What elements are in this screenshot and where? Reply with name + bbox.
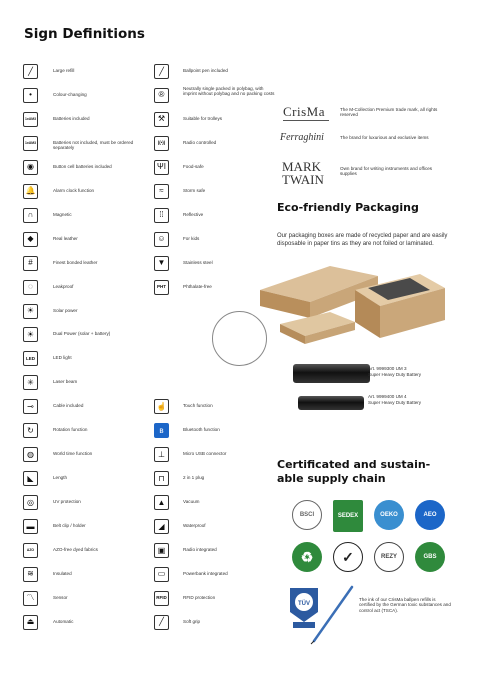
trolley-icon: ⚒ [154, 112, 169, 127]
sign-label: LED light [53, 355, 72, 361]
crisma-underline [283, 120, 329, 121]
sedex-icon: SEDEX [333, 500, 363, 532]
azo-free-icon: AZO [23, 543, 38, 558]
soft-grip-icon: ╱ [154, 615, 169, 630]
radio-control-icon: ((•)) [154, 136, 169, 151]
rezy-icon: REZY [374, 542, 404, 572]
plug-icon: ⊓ [154, 471, 169, 486]
sign-label: RFID protection [183, 594, 216, 600]
sign-label: Storm safe [183, 187, 206, 193]
check-icon: ✓ [333, 542, 363, 572]
sign-label: Laser beam [53, 379, 78, 385]
tuv-text: The ink of our CrisMa ballpen refills is certified by the German toxic substances and control act (TSCA). [359, 597, 451, 613]
sign-label: Real leather [53, 235, 78, 241]
tuv-label: TÜV [298, 601, 310, 607]
length-icon: ◣ [23, 471, 38, 486]
uv-icon: ◎ [23, 495, 38, 510]
globe-icon: ◍ [23, 447, 38, 462]
battery-1-line1: Art. 9999300 UM 3 [368, 366, 407, 371]
sign-label: Radio controlled [183, 139, 217, 145]
pen-illustration [310, 585, 355, 645]
radio-icon: ▣ [154, 543, 169, 558]
bsci-icon: BSCI [292, 500, 322, 530]
powerbank-icon: ▭ [154, 567, 169, 582]
colour-dots-icon: • [23, 88, 38, 103]
page-title: Sign Definitions [24, 26, 145, 42]
sign-label: AZO-free dyed fabrics [53, 547, 98, 552]
battery-2-line1: Art. 9999400 UM 4 [368, 394, 407, 399]
sign-label: Magnetic [53, 211, 72, 217]
brand-marktwain-line2: TWAIN [282, 172, 324, 187]
pen-refill-icon: ╱ [23, 64, 38, 79]
dual-power-icon: ☀ [23, 327, 38, 342]
alarm-bell-icon: 🔔 [23, 184, 38, 199]
sign-label: UV protection [53, 499, 81, 505]
sign-label: Touch function [183, 403, 213, 409]
sign-label: Finest bonded leather [53, 259, 98, 265]
led-icon: LED [23, 351, 38, 366]
touch-icon: ☝ [154, 399, 169, 414]
sign-label: Leakproof [53, 283, 74, 289]
bonded-leather-icon: # [23, 256, 38, 271]
sign-label: Length [53, 475, 68, 481]
vacuum-icon: ▲ [154, 495, 169, 510]
oeko-tex-icon: OEKO [374, 500, 404, 530]
sign-label: Solar power [53, 307, 78, 313]
cable-icon: ⊸ [23, 399, 38, 414]
sign-label: Neutrally single packed in polybag, with imprint without polybag and no packing costs [183, 85, 275, 97]
sign-label: Cable included [53, 403, 84, 409]
sign-label: Micro USB connector [183, 451, 227, 457]
sign-label: Food-safe [183, 163, 204, 169]
sign-label: Sensor [53, 594, 68, 600]
sign-label: Vacuum [183, 499, 200, 505]
usb-icon: ⊥ [154, 447, 169, 462]
battery-included-icon: 1xUM3 [23, 112, 38, 127]
button-cell-icon: ◉ [23, 160, 38, 175]
leakproof-icon: ◌ [23, 280, 38, 295]
sign-label: Automatic [53, 618, 74, 624]
sign-label: Bluetooth function [183, 427, 220, 433]
sign-label: For kids [183, 235, 200, 241]
sign-label: Batteries not included, must be ordered separately [53, 139, 134, 151]
battery-image-1 [293, 364, 370, 383]
brand-crisma-desc: The M-Collection Premium trade mark, all rights reserved [340, 107, 438, 118]
circle-outline [212, 311, 267, 366]
sign-label: Alarm clock function [53, 187, 95, 193]
sign-label: Phthalate-free [183, 283, 212, 289]
sign-label: Stainless steel [183, 259, 213, 265]
belt-clip-icon: ▬ [23, 519, 38, 534]
stainless-icon: ▼ [154, 256, 169, 271]
battery-excluded-icon: 1xUM3 [23, 136, 38, 151]
sign-label: 2 in 1 plug [183, 475, 205, 481]
registered-icon: ® [154, 88, 169, 103]
sign-label: Colour-changing [53, 91, 87, 97]
sign-label: Ballpoint pen included [183, 68, 228, 73]
bluetooth-icon: ʙ [154, 423, 169, 438]
sign-label: World time function [53, 451, 93, 457]
battery-1-line2: Super Heavy Duty Battery [368, 372, 422, 377]
brand-ferraghini: Ferraghini [280, 132, 324, 143]
cert-title-line2: able supply chain [277, 472, 386, 485]
sensor-icon: 〽 [23, 591, 38, 606]
brand-marktwain-line1: MARK [282, 159, 322, 174]
rfid-icon: RFID [154, 591, 169, 606]
brand-crisma: CrisMa [283, 104, 325, 119]
sign-label: Soft grip [183, 618, 201, 624]
sign-label: Button cell batteries included [53, 163, 112, 169]
leather-icon: ◆ [23, 232, 38, 247]
sign-label: Belt clip / holder [53, 523, 86, 529]
battery-image-2 [298, 396, 364, 410]
gbs-icon: GBS [415, 542, 445, 572]
sign-label: Dual Power (solar + battery) [53, 331, 111, 337]
sign-label: Large refill [53, 68, 75, 73]
brand-ferraghini-desc: The brand for luxurious and exclusive items [340, 135, 429, 140]
sign-label: Rotation function [53, 427, 88, 433]
sign-label: Insulated [53, 570, 72, 576]
storm-icon: ≈ [154, 184, 169, 199]
battery-2-line2: Super Heavy Duty Battery [368, 400, 422, 405]
rotation-icon: ↻ [23, 423, 38, 438]
food-safe-icon: ΨΙ [154, 160, 169, 175]
ballpoint-icon: ╱ [154, 64, 169, 79]
waterproof-icon: ◢ [154, 519, 169, 534]
aeo-icon: AEO [415, 500, 445, 530]
sign-label: Radio integrated [183, 547, 217, 552]
laser-icon: ✳ [23, 375, 38, 390]
sun-icon: ☀ [23, 304, 38, 319]
kids-icon: ☺ [154, 232, 169, 247]
insulated-icon: ≋ [23, 567, 38, 582]
reflective-icon: ⁞⁞ [154, 208, 169, 223]
brand-marktwain-desc: Own brand for writing instruments and offices supplies [340, 166, 433, 177]
sign-label: Reflective [183, 211, 204, 217]
sign-label: Batteries included [53, 115, 90, 121]
phthalate-icon: PHT [154, 280, 169, 295]
sign-label: Suitable for trolleys [183, 115, 223, 121]
eject-icon: ⏏ [23, 615, 38, 630]
magnet-icon: ∩ [23, 208, 38, 223]
sign-label: Waterproof [183, 523, 206, 529]
eco-text: Our packaging boxes are made of recycled paper and are easily disposable in paper tins as they are not foiled or laminated. [277, 233, 448, 247]
cert-title-line1: Certificated and sustain- [277, 458, 431, 471]
eco-title: Eco-friendly Packaging [277, 201, 419, 214]
green-dot-icon: ♻ [292, 542, 322, 572]
sign-label: Powerbank integrated [183, 570, 228, 576]
